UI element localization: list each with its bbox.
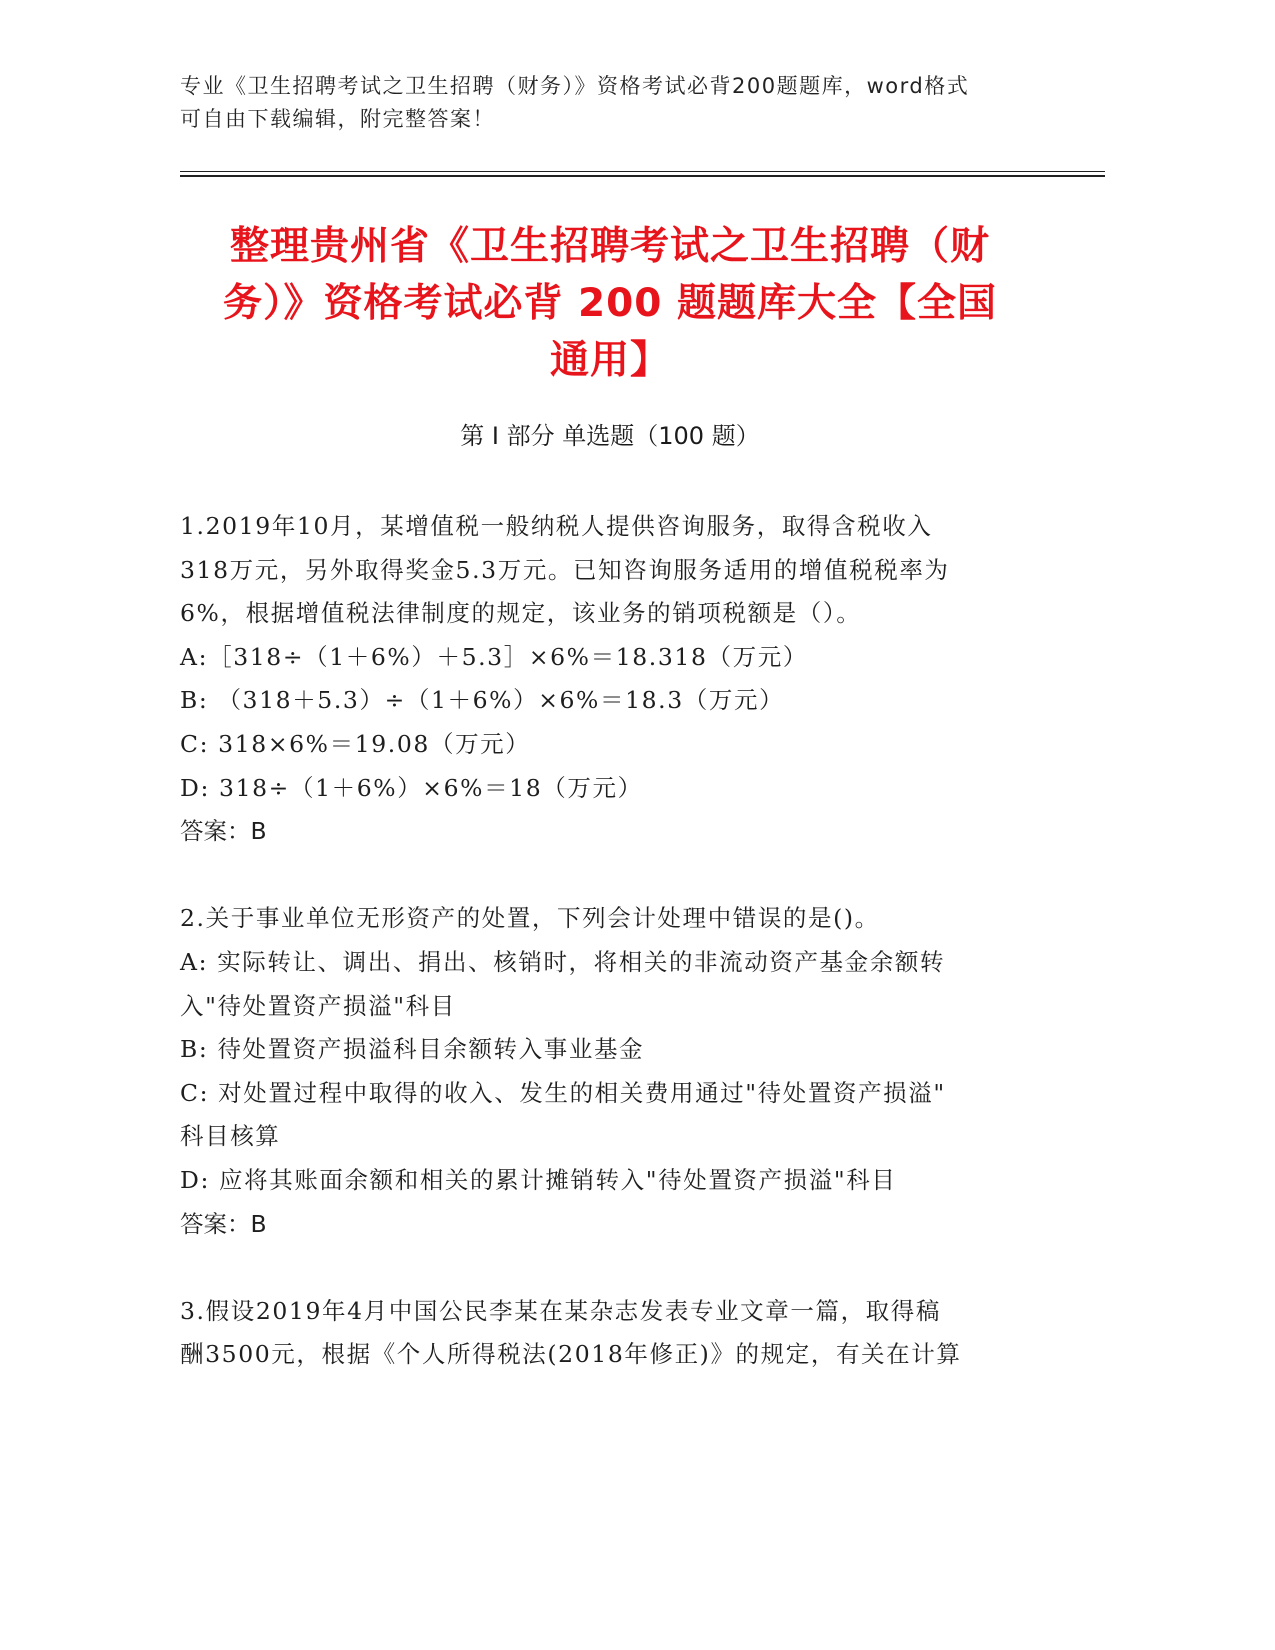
question-1-option-b: B: （318＋5.3）÷（1＋6%）×6%＝18.3（万元） bbox=[180, 686, 785, 715]
question-2-option-c-cont: 科目核算 bbox=[180, 1122, 281, 1151]
question-2-answer: 答案：B bbox=[180, 1209, 267, 1238]
question-2-option-b: B: 待处置资产损溢科目余额转入事业基金 bbox=[180, 1035, 645, 1064]
question-1-option-a: A:［318÷（1＋6%）＋5.3］×6%＝18.318（万元） bbox=[180, 642, 808, 671]
question-1-option-d: D: 318÷（1＋6%）×6%＝18（万元） bbox=[180, 773, 643, 802]
question-list bbox=[180, 505, 1040, 1420]
question-2-option-a: A: 实际转让、调出、捐出、核销时，将相关的非流动资产基金余额转 bbox=[180, 947, 946, 976]
question-2-option-d: D: 应将其账面余额和相关的累计摊销转入"待处置资产损溢"科目 bbox=[180, 1165, 897, 1194]
question-2 bbox=[180, 897, 1040, 1246]
document-title-line-2: 务）》资格考试必背 200 题题库大全【全国 bbox=[222, 281, 998, 326]
header-note-line-2: 可自由下载编辑，附完整答案！ bbox=[180, 107, 495, 131]
header-rule-thick bbox=[180, 175, 1105, 177]
question-3-stem-line: 3.假设2019年4月中国公民李某在某杂志发表专业文章一篇，取得稿 bbox=[180, 1296, 941, 1325]
question-1 bbox=[180, 505, 1040, 854]
header-rule-thin bbox=[180, 171, 1105, 172]
question-1-option-c: C: 318×6%＝19.08（万元） bbox=[180, 729, 531, 758]
section-heading: 第 I 部分 单选题（100 题） bbox=[460, 422, 760, 450]
header-note bbox=[180, 70, 1040, 136]
document-title-line-1: 整理贵州省《卫生招聘考试之卫生招聘（财 bbox=[229, 224, 990, 269]
question-1-answer: 答案：B bbox=[180, 817, 267, 846]
document-title-line-3: 通用】 bbox=[549, 338, 670, 383]
question-2-option-c: C: 对处置过程中取得的收入、发生的相关费用通过"待处置资产损溢" bbox=[180, 1078, 946, 1107]
question-3-stem-line: 酬3500元，根据《个人所得税法(2018年修正)》的规定，有关在计算 bbox=[180, 1340, 962, 1369]
question-1-stem-line: 6%，根据增值税法律制度的规定，该业务的销项税额是（）。 bbox=[180, 599, 862, 628]
question-3 bbox=[180, 1290, 1040, 1377]
question-1-stem-line: 318万元，另外取得奖金5.3万元。已知咨询服务适用的增值税税率为 bbox=[180, 555, 950, 584]
document-title bbox=[180, 218, 1040, 389]
header-note-line-1: 专业《卫生招聘考试之卫生招聘（财务）》资格考试必背200题题库，word格式 bbox=[180, 74, 970, 98]
question-1-stem-line: 1.2019年10月，某增值税一般纳税人提供咨询服务，取得含税收入 bbox=[180, 512, 933, 540]
question-2-stem-line: 2.关于事业单位无形资产的处置，下列会计处理中错误的是()。 bbox=[180, 904, 880, 933]
question-2-option-a-cont: 入"待处置资产损溢"科目 bbox=[180, 991, 456, 1020]
